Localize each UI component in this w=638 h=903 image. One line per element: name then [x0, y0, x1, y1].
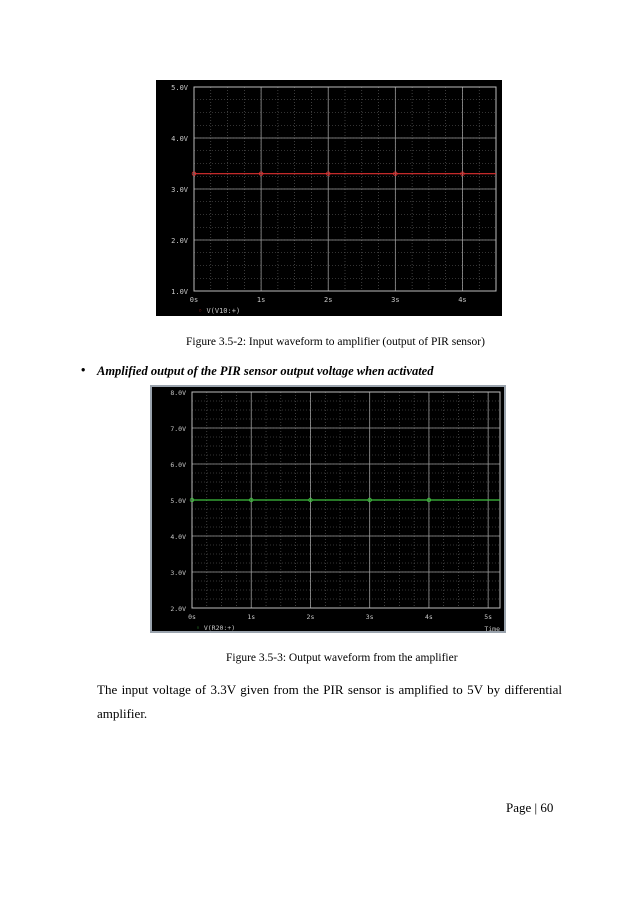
- y-tick-label: 2.0V: [170, 605, 186, 613]
- x-tick-label: 2s: [306, 613, 315, 621]
- legend-label: [198, 307, 240, 315]
- legend-label: [196, 624, 235, 631]
- y-tick-label: 3.0V: [170, 569, 186, 577]
- legend-text: V(V10:+): [206, 307, 241, 315]
- legend-marker: ◦: [198, 307, 207, 315]
- x-tick-label: 0s: [189, 296, 199, 304]
- page-number: Page | 60: [506, 800, 554, 815]
- x-tick-label: 0s: [188, 613, 196, 621]
- x-tick-label: 1s: [256, 296, 266, 304]
- y-tick-label: 7.0V: [170, 425, 186, 433]
- y-tick-label: 5.0V: [170, 497, 186, 505]
- figure-caption-output: Figure 3.5-3: Output waveform from the amplifier: [226, 652, 458, 664]
- body-paragraph: The input voltage of 3.3V given from the PIR sensor is amplified to 5V by differential amplifier.: [97, 682, 562, 721]
- grid: [194, 87, 496, 291]
- y-tick-label: 1.0V: [171, 288, 188, 296]
- output-waveform-svg: [152, 387, 504, 631]
- y-tick-label: 2.0V: [171, 237, 188, 245]
- x-axis-label: Time: [484, 625, 500, 631]
- x-tick-label: 4s: [458, 296, 467, 304]
- input-waveform-svg: [156, 80, 502, 316]
- bullet-heading: [81, 363, 434, 379]
- legend-marker: ◦: [196, 624, 204, 631]
- y-tick-label: 4.0V: [171, 135, 188, 143]
- y-tick-label: 4.0V: [170, 533, 186, 541]
- x-tick-label: 3s: [365, 613, 374, 621]
- legend-text: V(R20:+): [203, 624, 236, 631]
- y-tick-label: 5.0V: [171, 84, 188, 92]
- y-tick-label: 8.0V: [170, 389, 186, 397]
- y-tick-label: 3.0V: [171, 186, 188, 194]
- output-waveform-chart: [150, 385, 506, 633]
- x-tick-label: 5s: [484, 613, 493, 621]
- x-tick-label: 3s: [391, 296, 400, 304]
- bullet-heading-text: Amplified output of the PIR sensor output voltage when activated: [97, 364, 434, 378]
- bullet-icon: •: [81, 363, 86, 377]
- x-tick-label: 2s: [324, 296, 333, 304]
- x-tick-label: 1s: [247, 613, 256, 621]
- x-tick-label: 4s: [425, 613, 433, 621]
- y-tick-label: 6.0V: [170, 461, 186, 469]
- input-waveform-chart: [156, 80, 502, 316]
- figure-caption-input: Figure 3.5-2: Input waveform to amplifier (output of PIR sensor): [186, 336, 485, 348]
